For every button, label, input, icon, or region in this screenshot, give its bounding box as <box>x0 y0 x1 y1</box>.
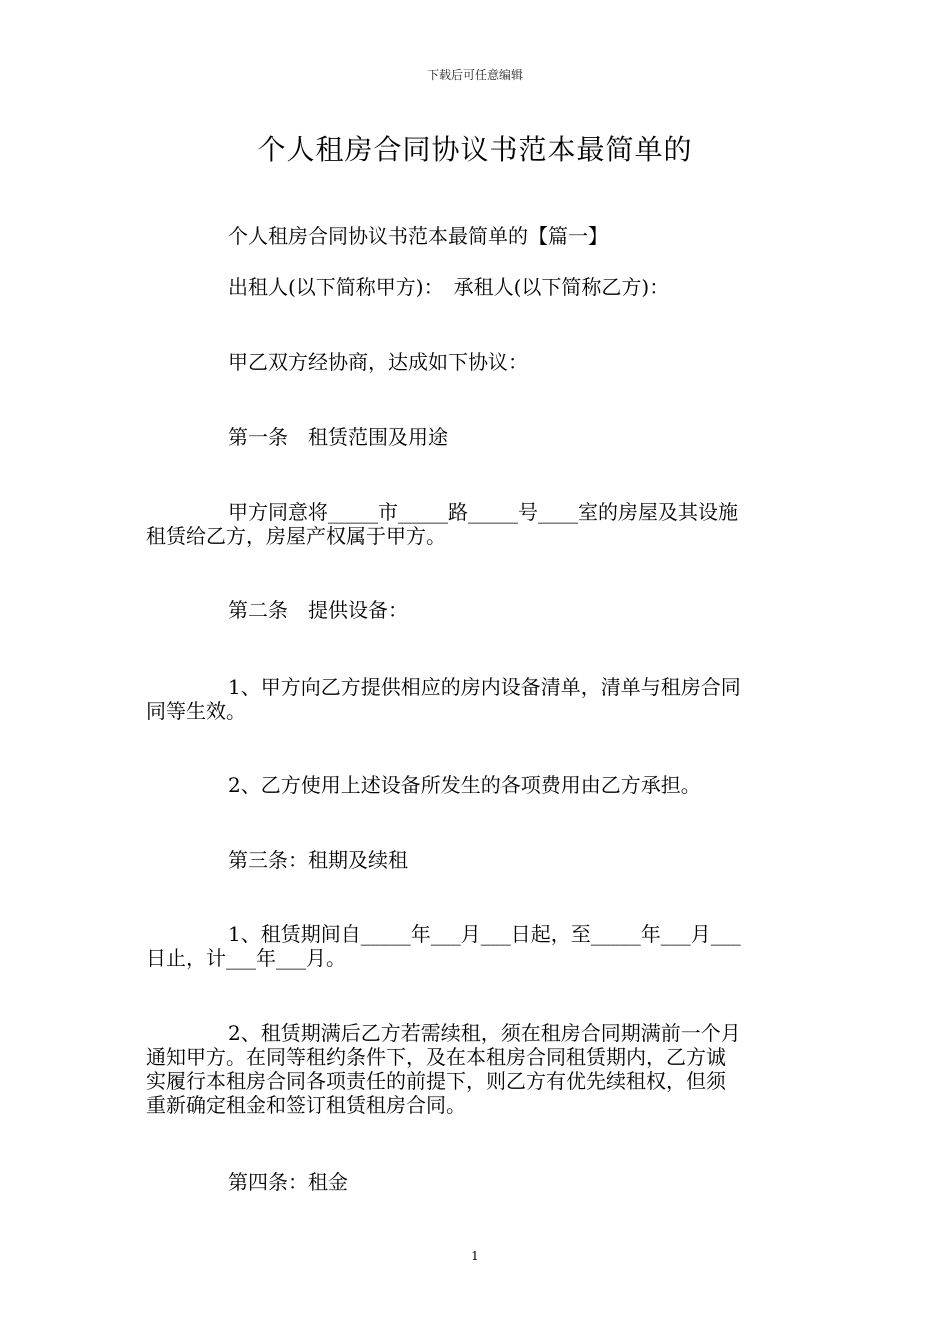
paragraph <box>146 1021 800 1117</box>
article-heading <box>146 425 800 449</box>
text-line: 租赁给乙方，房屋产权属于甲方。 <box>146 524 446 548</box>
text-line: 第二条 提供设备： <box>228 598 408 622</box>
paragraph <box>146 922 800 970</box>
text-line: 重新确定租金和签订租赁租房合同。 <box>146 1093 466 1117</box>
paragraph <box>146 350 800 374</box>
article-heading <box>146 598 800 622</box>
text-line: 甲乙双方经协商，达成如下协议： <box>228 350 528 374</box>
text-line: 日止，计___年___月。 <box>146 946 346 970</box>
text-line: 通知甲方。在同等租约条件下，及在本租房合同租赁期内，乙方诚 <box>146 1045 726 1069</box>
document-title: 个人租房合同协议书范本最简单的 <box>257 133 693 166</box>
text-line: 出租人(以下简称甲方)： 承租人(以下简称乙方)： <box>228 275 670 299</box>
text-line: 第三条：租期及续租 <box>228 848 408 872</box>
parties-line <box>146 275 800 299</box>
text-line: 第一条 租赁范围及用途 <box>228 425 448 449</box>
paragraph <box>146 675 800 723</box>
article-heading <box>146 848 800 872</box>
text-line: 1、甲方向乙方提供相应的房内设备清单，清单与租房合同 <box>228 675 741 699</box>
page-header-note: 下载后可任意编辑 <box>426 68 523 82</box>
article-heading <box>146 1170 800 1194</box>
paragraph <box>146 773 800 797</box>
text-line: 实履行本租房合同各项责任的前提下，则乙方有优先续租权，但须 <box>146 1069 726 1093</box>
text-line: 同等生效。 <box>146 699 246 723</box>
section-heading <box>146 224 800 248</box>
text-line: 个人租房合同协议书范本最简单的【篇一】 <box>228 224 608 248</box>
page-number: 1 <box>471 1249 479 1263</box>
text-line: 甲方同意将_____市_____路_____号____室的房屋及其设施 <box>228 500 738 524</box>
text-line: 第四条：租金 <box>228 1170 348 1194</box>
paragraph <box>146 500 800 548</box>
text-line: 2、乙方使用上述设备所发生的各项费用由乙方承担。 <box>228 773 701 797</box>
text-line: 2、租赁期满后乙方若需续租，须在租房合同期满前一个月 <box>228 1021 741 1045</box>
text-line: 1、租赁期间自_____年___月___日起，至_____年___月___ <box>228 922 741 946</box>
